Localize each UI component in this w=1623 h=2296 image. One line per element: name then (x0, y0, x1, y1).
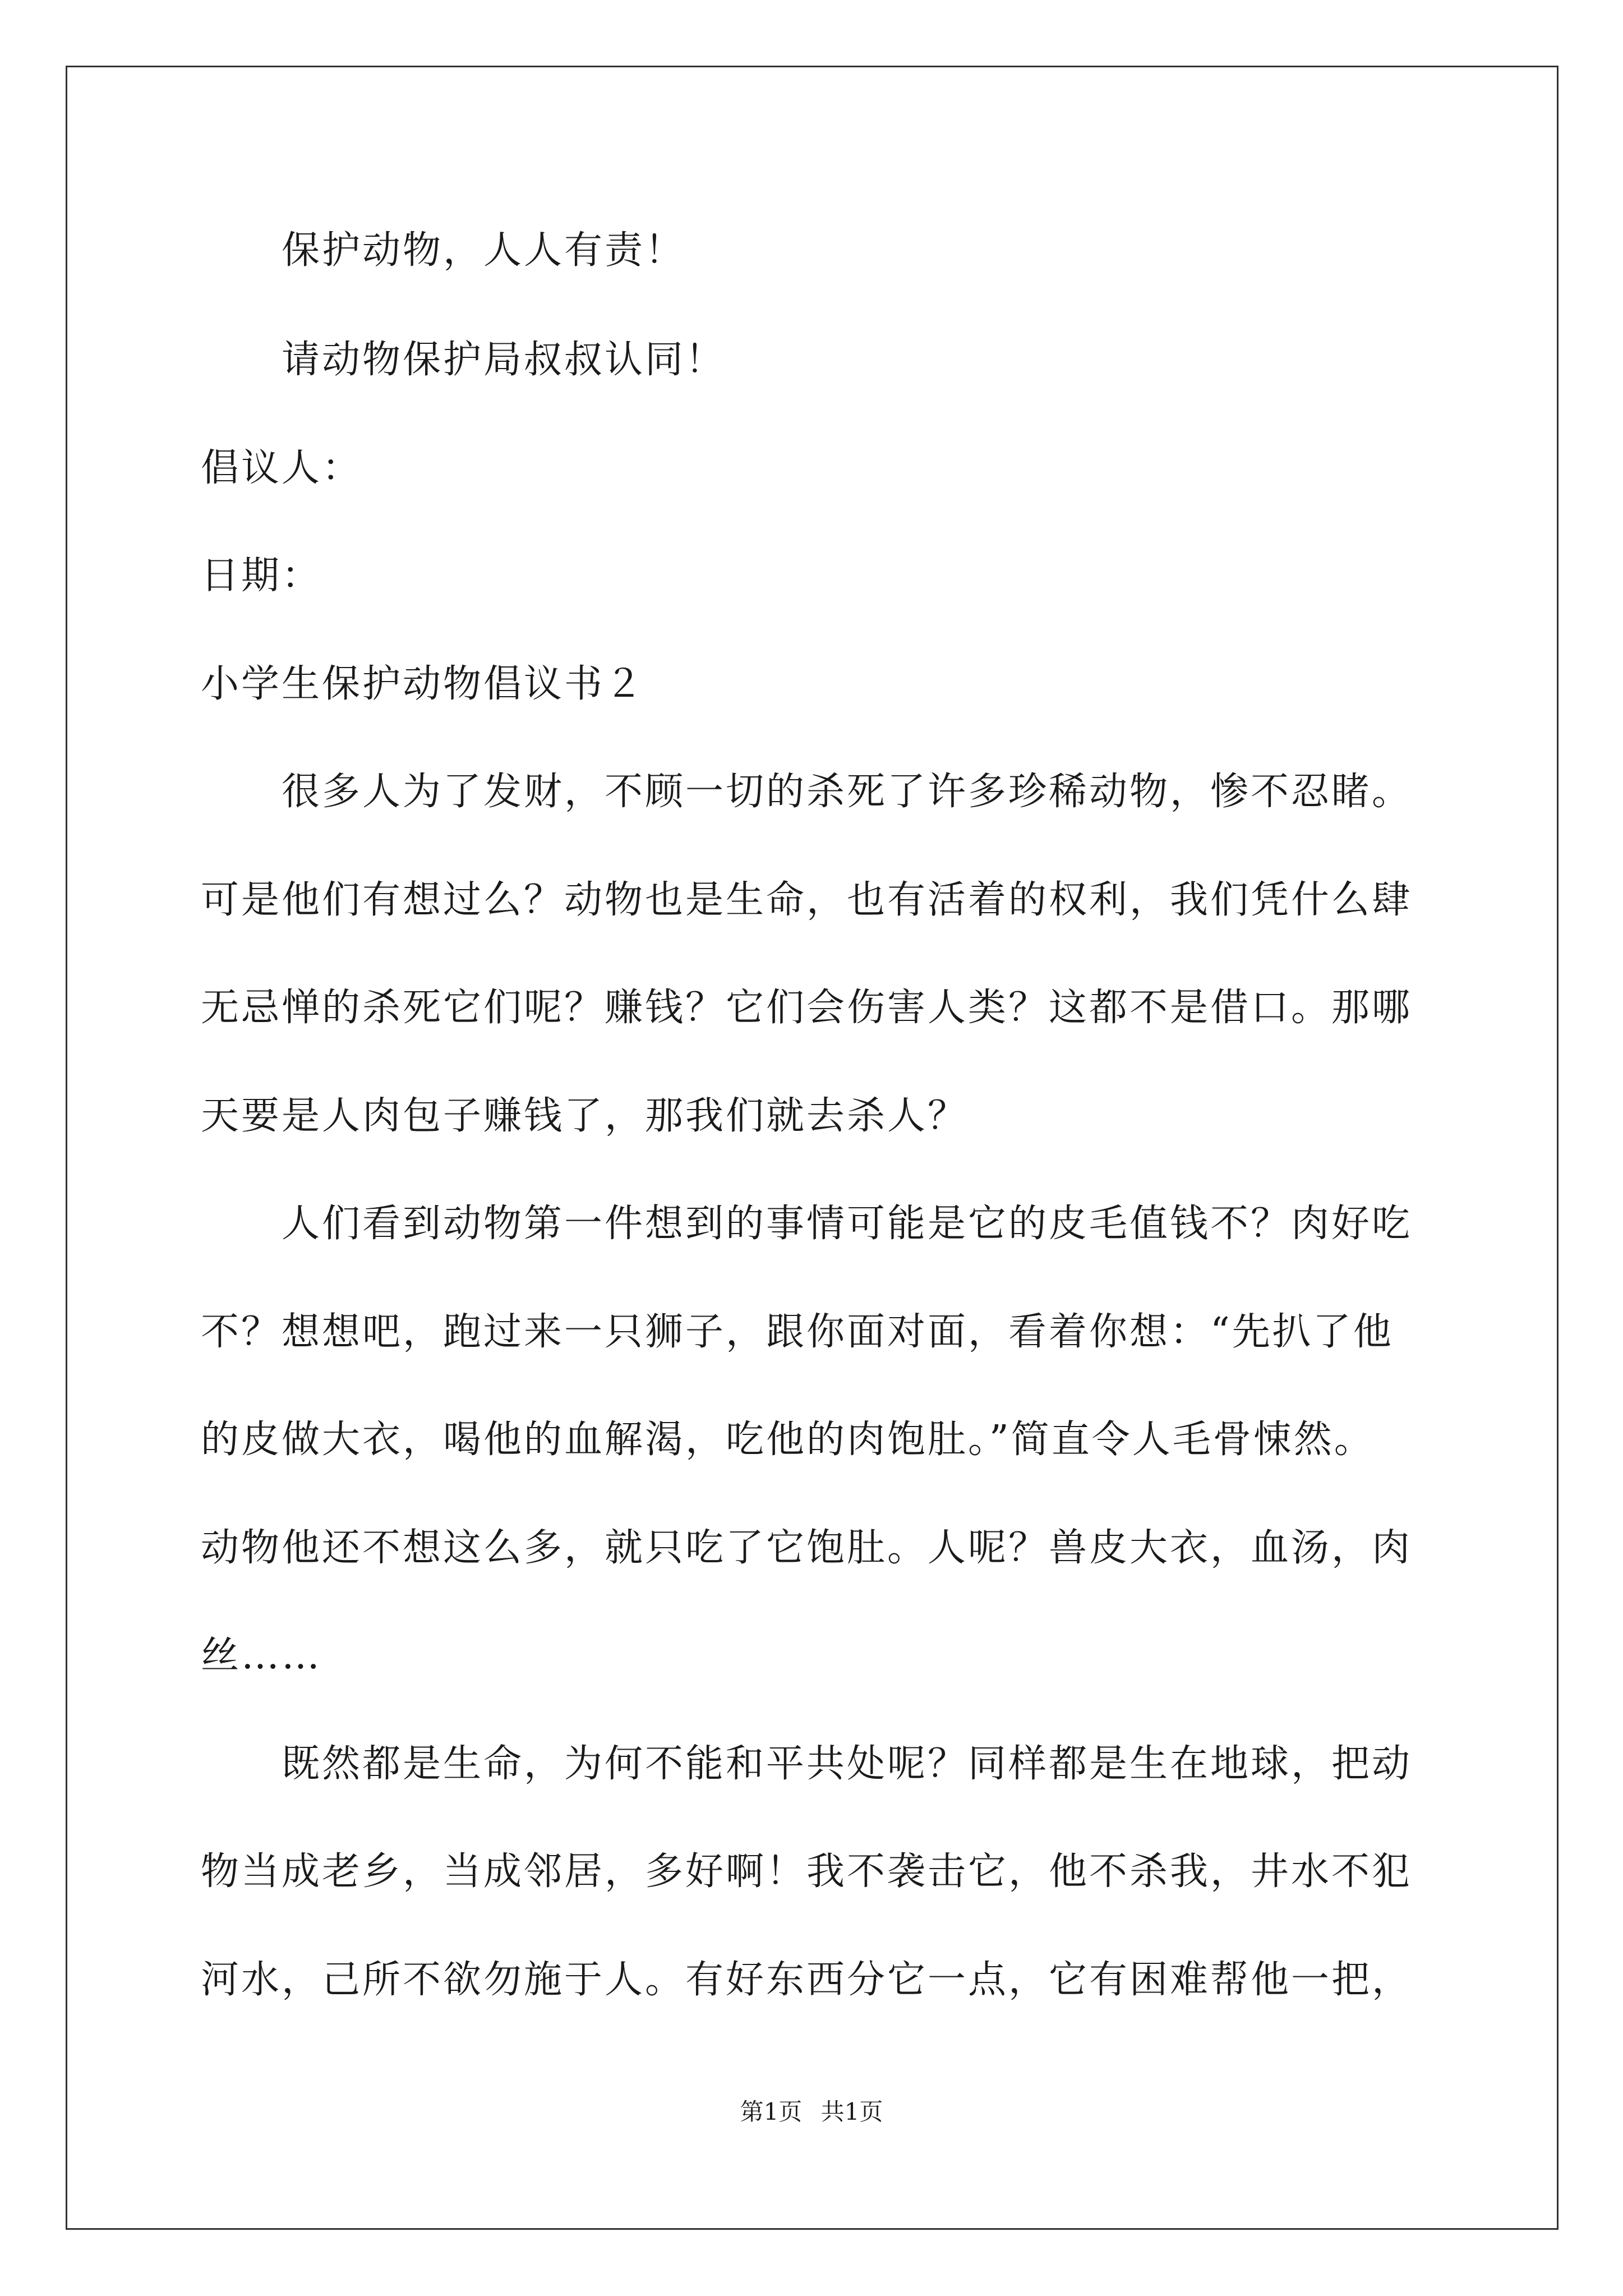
text-line: 的皮做大衣，喝他的血解渴，吃他的肉饱肚。”简直令人毛骨悚然。 (201, 1418, 1375, 1462)
text-line: 很多人为了发财，不顾一切的杀死了许多珍稀动物，惨不忍睹。 (201, 770, 1413, 814)
text-line: 既然都是生命，为何不能和平共处呢？同样都是生在地球，把动 (201, 1742, 1413, 1786)
text-line: 河水，己所不欲勿施于人。有好东西分它一点，它有困难帮他一把， (201, 1958, 1413, 2002)
text-line: 请动物保护局叔叔认同！ (201, 338, 726, 382)
text-line: 动物他还不想这么多，就只吃了它饱肚。人呢？兽皮大衣，血汤，肉 (201, 1526, 1413, 1570)
text-line: 物当成老乡，当成邻居，多好啊！我不袭击它，他不杀我，井水不犯 (201, 1849, 1413, 1894)
text-line: 人们看到动物第一件想到的事情可能是它的皮毛值钱不？肉好吃 (201, 1202, 1413, 1246)
page-footer (0, 2095, 1623, 2129)
text-line: 丝…… (201, 1634, 322, 1678)
text-line: 倡议人： (201, 446, 363, 490)
section-title: 小学生保护动物倡议书２ (201, 662, 645, 706)
page-border (66, 66, 1559, 2230)
text-line: 无忌惮的杀死它们呢？赚钱？它们会伤害人类？这都不是借口。那哪 (201, 986, 1413, 1030)
text-line: 可是他们有想过么？动物也是生命，也有活着的权利，我们凭什么肆 (201, 878, 1413, 922)
text-line: 日期： (201, 554, 322, 598)
page-total: 共1页 (820, 2098, 883, 2125)
text-line: 保护动物，人人有责！ (201, 228, 686, 273)
page-number: 第1页 (740, 2098, 803, 2125)
text-line: 不？想想吧，跑过来一只狮子，跟你面对面，看着你想：“先扒了他 (201, 1310, 1394, 1354)
text-line: 天要是人肉包子赚钱了，那我们就去杀人？ (201, 1094, 969, 1138)
